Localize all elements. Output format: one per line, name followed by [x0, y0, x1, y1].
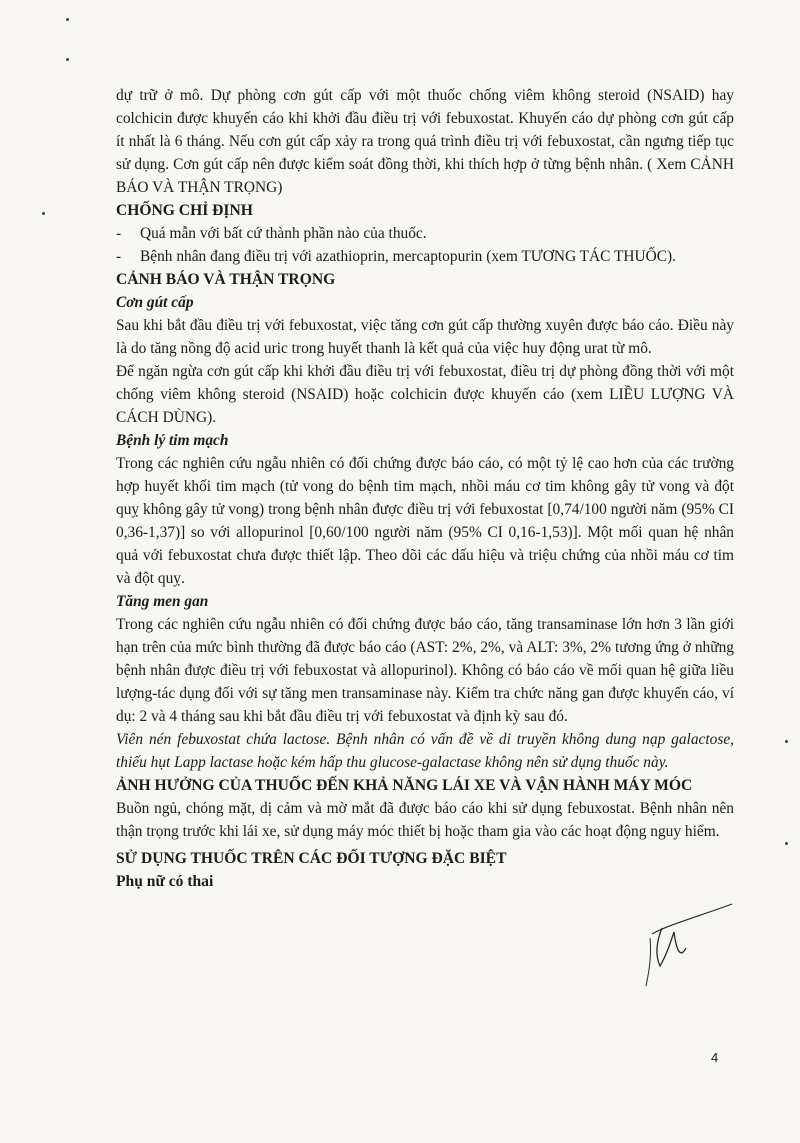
paragraph-lactose: Viên nén febuxostat chứa lactose. Bệnh nhân có vấn đề về di truyền không dung nạp galactose, thiếu hụt Lapp lactase hoặc kém hấp thu glucose-galactase không nên sử dụng thuốc này.	[116, 731, 734, 771]
list-item-text: Bệnh nhân đang điều trị với azathioprin, mercaptopurin (xem TƯƠNG TÁC THUỐC).	[140, 248, 676, 265]
subheading-pregnant-women: Phụ nữ có thai	[116, 873, 214, 890]
document-body	[116, 84, 734, 893]
paragraph-gout-1: Sau khi bắt đầu điều trị với febuxostat, việc tăng cơn gút cấp thường xuyên được báo cáo. Điều này là do tăng nồng độ acid uric trong huyết thanh là kết quả của việc huy động urat từ mô.	[116, 317, 734, 357]
list-item	[116, 245, 734, 268]
scan-speck	[66, 58, 69, 61]
handwritten-signature	[640, 898, 740, 988]
subheading-acute-gout: Cơn gút cấp	[116, 294, 194, 311]
list-item	[116, 222, 734, 245]
section-heading-special-populations: SỬ DỤNG THUỐC TRÊN CÁC ĐỐI TƯỢNG ĐẶC BIỆT	[116, 850, 507, 867]
scan-speck	[785, 740, 788, 743]
paragraph-gout-2: Để ngăn ngừa cơn gút cấp khi khởi đầu điều trị với febuxostat, điều trị dự phòng đồng thời với một chống viêm không steroid (NSAID) hoặc colchicin được khuyến cáo (xem LIỀU LƯỢNG VÀ CÁCH DÙNG).	[116, 363, 734, 426]
bullet-dash: -	[116, 225, 122, 242]
subheading-cardiovascular: Bệnh lý tim mạch	[116, 432, 229, 449]
scan-speck	[42, 212, 45, 215]
paragraph-driving: Buồn ngủ, chóng mặt, dị cảm và mờ mắt đã được báo cáo khi sử dụng febuxostat. Bệnh nhân nên thận trọng trước khi lái xe, sử dụng máy móc thiết bị hoặc tham gia vào các hoạt động nguy hiểm.	[116, 800, 734, 840]
page-number: 4	[711, 1050, 719, 1065]
list-item-text: Quá mẫn với bất cứ thành phần nào của thuốc.	[140, 225, 427, 242]
bullet-dash: -	[116, 248, 122, 265]
subheading-liver-enzymes: Tăng men gan	[116, 593, 209, 610]
paragraph-intro: dự trữ ở mô. Dự phòng cơn gút cấp với một thuốc chống viêm không steroid (NSAID) hay colchicin được khuyến cáo khi khởi đầu điều trị với febuxostat. Khuyến cáo dự phòng cơn gút cấp ít nhất là 6 tháng. Nếu cơn gút cấp xảy ra trong quá trình điều trị với febuxostat, cần ngưng tiếp tục sử dụng. Cơn gút cấp nên được kiểm soát đồng thời, khi thích hợp ở từng bệnh nhân. ( Xem CẢNH BÁO VÀ THẬN TRỌNG)	[116, 87, 734, 196]
section-heading-driving: ẢNH HƯỞNG CỦA THUỐC ĐẾN KHẢ NĂNG LÁI XE VÀ VẬN HÀNH MÁY MÓC	[116, 777, 693, 794]
paragraph-liver-enzymes: Trong các nghiên cứu ngẫu nhiên có đối chứng được báo cáo, tăng transaminase lớn hơn 3 lần giới hạn trên của mức bình thường đã được báo cáo (AST: 2%, 2%, và ALT: 3%, 2% tương ứng ở những bệnh nhân được điều trị với febuxostat và allopurinol). Không có báo cáo về mối quan hệ giữa liều lượng-tác dụng đối với sự tăng men transaminase này. Kiểm tra chức năng gan được khuyến cáo, ví dụ: 2 và 4 tháng sau khi bắt đầu điều trị với febuxostat và định kỳ sau đó.	[116, 616, 734, 725]
scan-speck	[66, 18, 69, 21]
scan-speck	[785, 842, 788, 845]
paragraph-cardiovascular: Trong các nghiên cứu ngẫu nhiên có đối chứng được báo cáo, có một tỷ lệ cao hơn của các trường hợp huyết khối tim mạch (tử vong do bệnh tim mạch, nhồi máu cơ tim không gây tử vong và đột quỵ không gây tử vong) trong bệnh nhân được điều trị với febuxostat [0,74/100 người năm (95% CI 0,36-1,37)] so với allopurinol [0,60/100 người năm (95% CI 0,16-1,53)]. Một mối quan hệ nhân quả với febuxostat chưa được thiết lập. Theo dõi các dấu hiệu và triệu chứng của nhồi máu cơ tim và đột quỵ.	[116, 455, 734, 587]
section-heading-warnings: CẢNH BÁO VÀ THẬN TRỌNG	[116, 271, 336, 288]
section-heading-contraindications: CHỐNG CHỈ ĐỊNH	[116, 202, 253, 219]
